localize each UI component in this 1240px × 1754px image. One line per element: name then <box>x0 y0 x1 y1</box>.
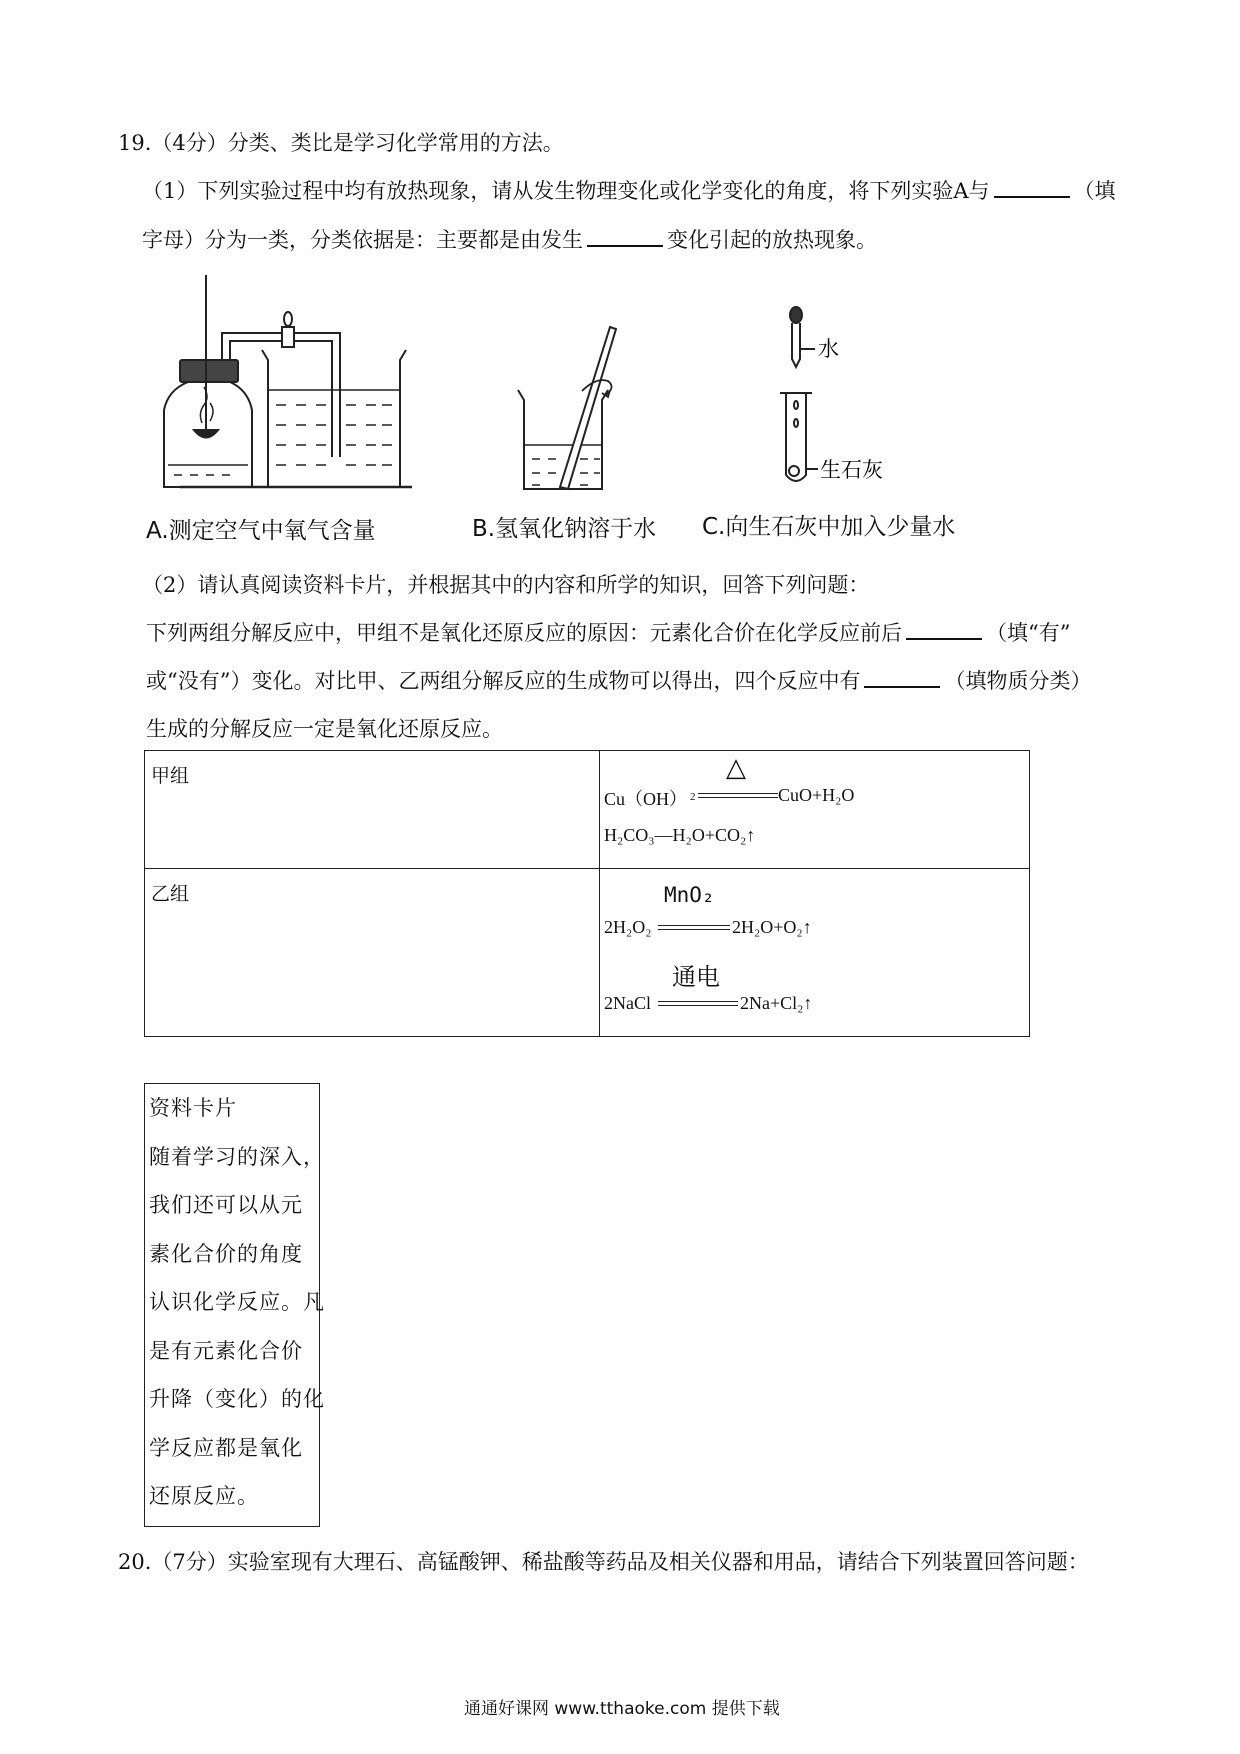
equation-3: 2H₂O₂ MnO₂ 2H₂O+O₂↑ <box>604 883 812 937</box>
caption-a: A.测定空气中氧气含量 <box>146 518 376 544</box>
apparatus-b-beaker <box>518 327 616 489</box>
group1-label: 甲组 <box>145 751 600 869</box>
answer-blank-2[interactable] <box>587 225 663 247</box>
q19-part2-text-c: 或“没有”）变化。对比甲、乙两组分解反应的生成物可以得出，四个反应中有 <box>146 669 861 693</box>
card-line: 是有元素化合价 <box>149 1338 303 1363</box>
q19-part1-text-b: （填 <box>1073 179 1116 203</box>
apparatus-a-jar <box>164 275 340 487</box>
q19-part2-line1 <box>146 618 1070 648</box>
card-line: 资料卡片 <box>149 1096 237 1120</box>
equals-bar <box>658 1001 738 1006</box>
equation-2: H₂CO₃—H₂O+CO₂↑ <box>604 825 756 845</box>
q19-part1-line2 <box>142 225 877 255</box>
card-line: 认识化学反应。凡 <box>149 1290 325 1314</box>
q19-part2-text-a: 下列两组分解反应中，甲组不是氧化还原反应的原因：元素化合价在化学反应前后 <box>146 621 902 645</box>
card-line: 我们还可以从元 <box>149 1193 303 1217</box>
answer-blank-1[interactable] <box>994 176 1070 198</box>
experiment-figure <box>150 275 980 525</box>
page-footer: 通通好课网 www.tthaoke.com 提供下载 <box>464 1699 780 1719</box>
q19-part1-text-c: 字母）分为一类，分类依据是：主要都是由发生 <box>142 228 583 252</box>
q19-part1-line1 <box>142 176 1116 206</box>
equation-4: 2NaCl 通电 2Na+Cl₂↑ <box>604 953 1025 1025</box>
table-row-group1 <box>145 751 1030 869</box>
card-line: 素化合价的角度 <box>149 1241 303 1266</box>
caption-b: B.氢氧化钠溶于水 <box>472 516 657 542</box>
table-row-group2 <box>145 869 1030 1037</box>
apparatus-c-tube <box>780 307 818 481</box>
equation-1: Cu（OH） 2 △ CuO+H₂O <box>604 753 855 809</box>
card-line: 升降（变化）的化 <box>149 1387 325 1411</box>
card-line: 还原反应。 <box>149 1484 259 1508</box>
electrolysis-condition: 通电 <box>672 963 720 991</box>
q19-part1-text-d: 变化引起的放热现象。 <box>667 228 877 252</box>
answer-blank-3[interactable] <box>906 618 982 640</box>
q19-stem: 19.（4分）分类、类比是学习化学常用的方法。 <box>118 131 564 155</box>
card-line: 学反应都是氧化 <box>149 1435 303 1460</box>
card-line: 随着学习的深入， <box>149 1144 325 1169</box>
equals-bar <box>658 925 730 930</box>
q19-part2-line2 <box>146 666 1091 696</box>
answer-blank-4[interactable] <box>864 666 940 688</box>
q19-part2-line3: 生成的分解反应一定是氧化还原反应。 <box>146 717 503 741</box>
group2-label: 乙组 <box>145 869 600 1037</box>
group2-equations <box>600 869 1030 1037</box>
label-water: 水 <box>818 337 839 361</box>
heat-condition: △ <box>726 753 746 783</box>
q19-part2-text-d: （填物质分类） <box>944 669 1092 693</box>
info-card <box>144 1083 325 1527</box>
reaction-table <box>144 750 1030 1037</box>
q19-part1-text-a: （1）下列实验过程中均有放热现象，请从发生物理变化或化学变化的角度，将下列实验A与 <box>142 179 990 203</box>
label-quicklime: 生石灰 <box>820 458 883 482</box>
catalyst-condition: MnO₂ <box>664 883 715 907</box>
group1-equations <box>600 751 1030 869</box>
q20-stem: 20.（7分）实验室现有大理石、高锰酸钾、稀盐酸等药品及相关仪器和用品，请结合下列装置回答问题： <box>118 1550 1089 1574</box>
equals-bar <box>698 793 778 798</box>
q19-part2-intro: （2）请认真阅读资料卡片，并根据其中的内容和所学的知识，回答下列问题： <box>142 573 870 597</box>
caption-c: C.向生石灰中加入少量水 <box>702 514 956 540</box>
q19-part2-text-b: （填“有” <box>986 621 1071 645</box>
